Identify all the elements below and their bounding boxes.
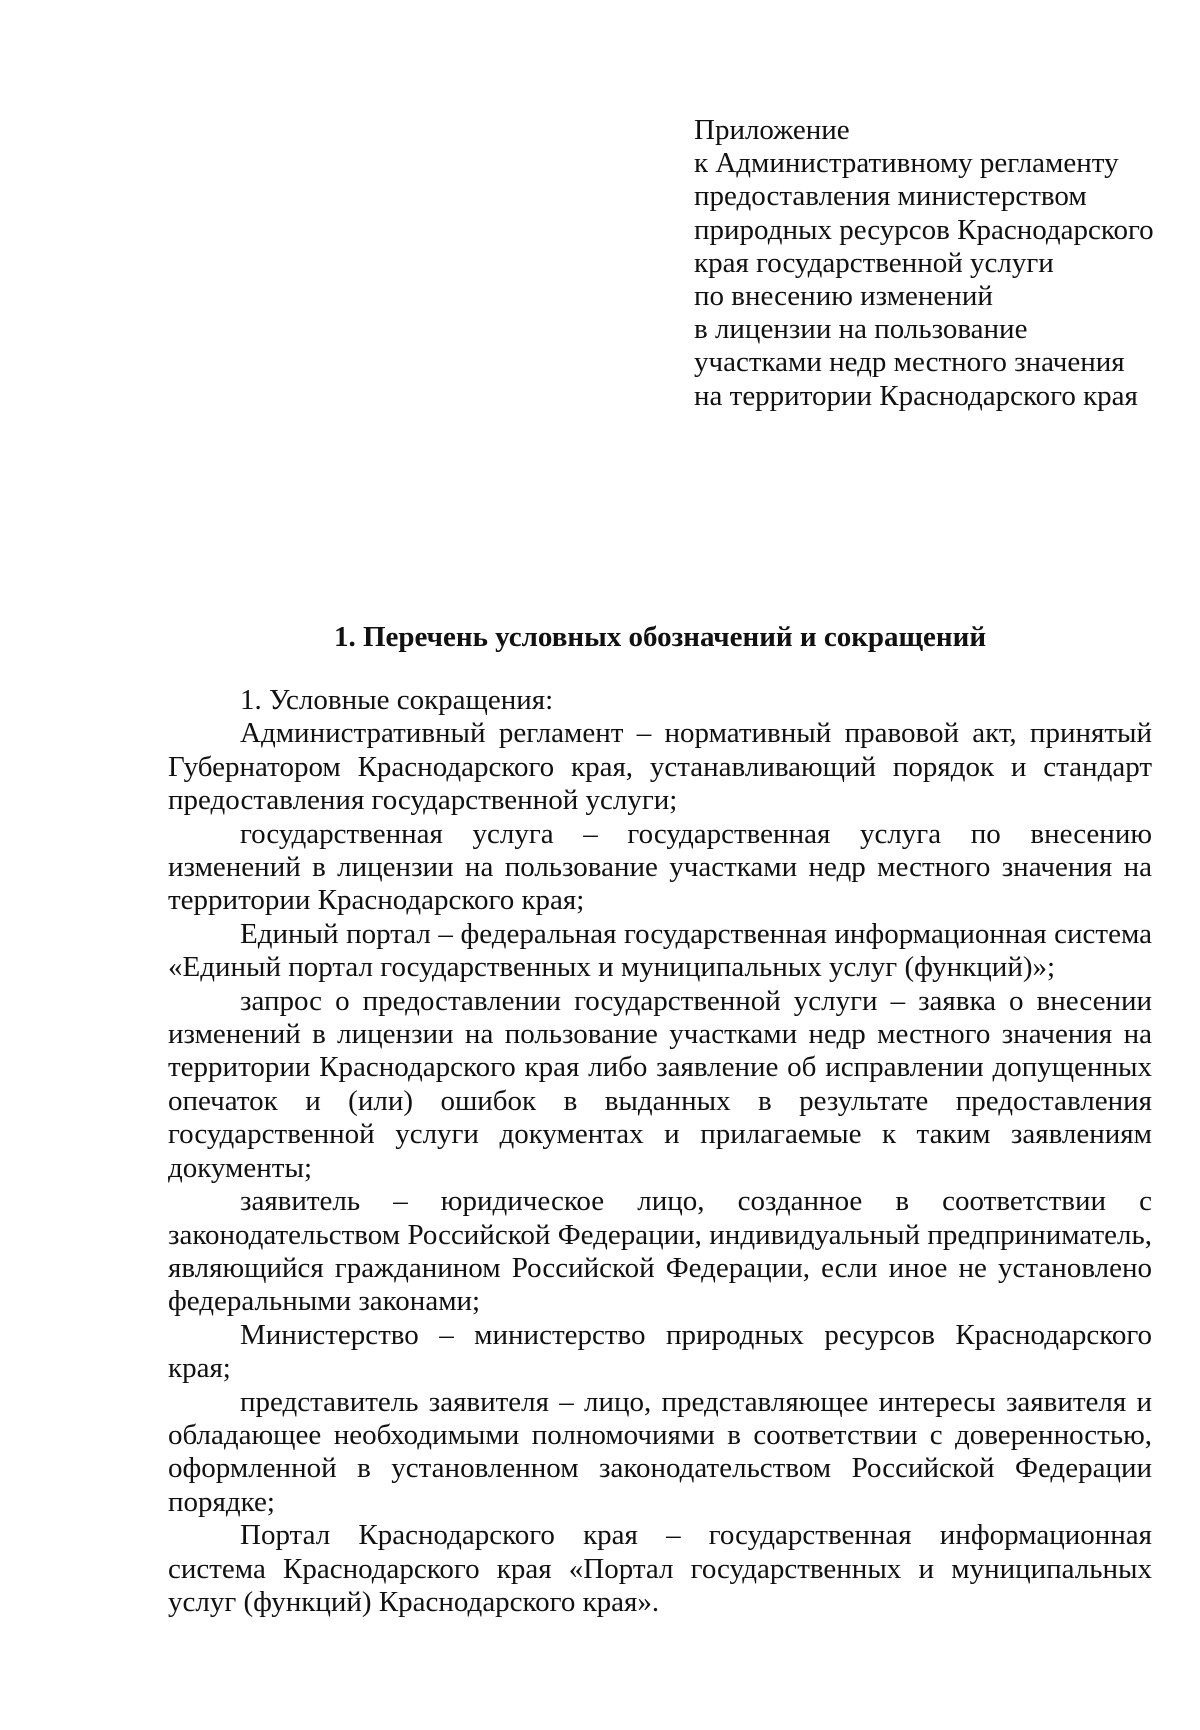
appendix-line: края государственной услуги: [694, 246, 1054, 279]
paragraph-intro: 1. Условные сокращения:: [240, 684, 554, 716]
definition-administrative-regulation: Административный регламент – нормативный правовой акт, принятый Губернатором Краснодарского края, устанавливающий порядок и стандарт предоставления государственной услуги;: [168, 717, 1152, 817]
definition-service-request: запрос о предоставлении государственной услуги – заявка о внесении изменений в лицензии на пользование участками недр местного значения на территории Краснодарского края либо заявление об исправлении допущенных опечаток и (или) ошибок в выданных в результате предоставления государственной услуги документах и прилагаемые к таким заявлениям документы;: [168, 984, 1152, 1184]
appendix-line: в лицензии на пользование: [694, 313, 1028, 346]
appendix-line: предоставления министерством: [694, 180, 1087, 213]
definition-regional-portal: Портал Краснодарского края – государственная информационная система Краснодарского края «Портал государственных и муниципальных услуг (функций) Краснодарского края».: [168, 1519, 1152, 1618]
definition-ministry: Министерство – министерство природных ресурсов Краснодарского края;: [168, 1318, 1152, 1385]
appendix-line: участками недр местного значения: [694, 346, 1125, 379]
section-body: [168, 684, 1152, 1619]
appendix-line: на территории Краснодарского края: [694, 379, 1138, 412]
definition-unified-portal: Единый портал – федеральная государственная информационная система «Единый портал государственных и муниципальных услуг (функций)»;: [168, 917, 1152, 984]
definition-state-service: государственная услуга – государственная услуга по внесению изменений в лицензии на пользование участками недр местного значения на территории Краснодарского края;: [168, 817, 1152, 917]
appendix-header: [694, 114, 1164, 413]
appendix-line: природных ресурсов Краснодарского: [694, 213, 1154, 246]
appendix-line: по внесению изменений: [694, 280, 993, 313]
appendix-line: к Административному регламенту: [694, 147, 1119, 180]
appendix-line: Приложение: [694, 114, 850, 146]
definition-applicant: заявитель – юридическое лицо, созданное в соответствии с законодательством Российской Федерации, индивидуальный предприниматель, являющийся гражданином Российской Федерации, если иное не установлено федеральными законами;: [168, 1185, 1152, 1318]
definition-applicant-representative: представитель заявителя – лицо, представляющее интересы заявителя и обладающее необходимыми полномочиями в соответствии с доверенностью, оформленной в установленном законодательством Российской Федерации порядке;: [168, 1385, 1152, 1518]
section-heading: 1. Перечень условных обозначений и сокращений: [333, 621, 987, 653]
